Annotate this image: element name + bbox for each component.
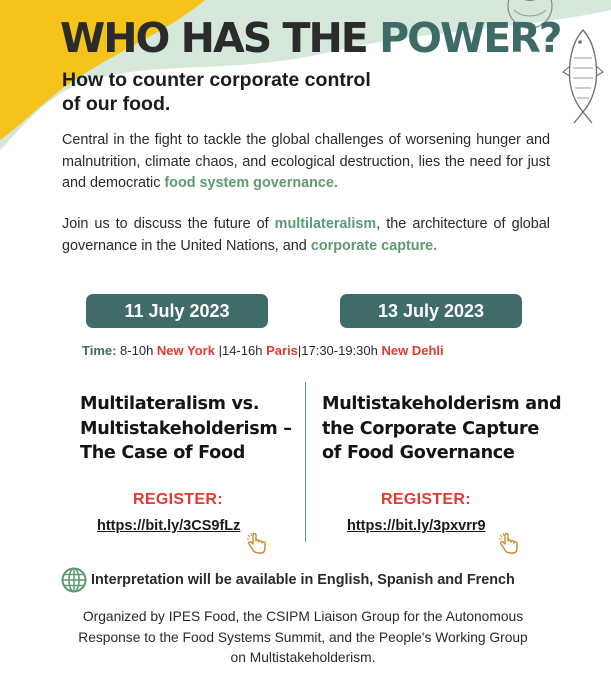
city-paris: Paris xyxy=(266,343,298,358)
subtitle-line-1: How to counter corporate control xyxy=(62,69,371,91)
time-slot-1: 8-10h xyxy=(116,343,157,358)
highlight-corporate-capture: corporate capture. xyxy=(310,237,438,254)
title-part-power: POWER? xyxy=(379,14,561,62)
intro-p1-text: Central in the fight to tackle the global challenges of worsening hunger and malnutrition, climate chaos, and ecological destruction, lies the need for just and democratic xyxy=(62,132,550,191)
intro-p2-text-1: Join us to discuss the future of xyxy=(62,216,275,232)
globe-icon xyxy=(61,567,87,593)
pointing-hand-icon xyxy=(498,533,520,555)
highlight-food-system-governance: food system governance. xyxy=(164,175,338,191)
session-2-register-label: REGISTER: xyxy=(381,491,471,508)
date-badge-session-1: 11 July 2023 xyxy=(86,294,268,328)
session-1-title: Multilateralism vs. Multistakeholderism – The Case of Food xyxy=(80,394,292,463)
session-1-register-label: REGISTER: xyxy=(133,491,223,508)
intro-paragraph-1 xyxy=(62,130,550,195)
session-2-register-link[interactable]: https://bit.ly/3pxvrr9 xyxy=(347,518,486,534)
session-divider xyxy=(305,382,306,542)
city-new-york: New York xyxy=(156,343,215,358)
organizers-statement: Organized by IPES Food, the CSIPM Liaison Group for the Autonomous Response to the Food Systems Summit, and the People's Working Group on Multistakeholderism. xyxy=(78,609,528,665)
session-2-title: Multistakeholderism and the Corporate Capture of Food Governance xyxy=(322,394,562,463)
subtitle-line-2: of our food. xyxy=(62,93,171,115)
page-subtitle xyxy=(62,68,482,116)
time-label: Time: xyxy=(82,343,117,358)
time-schedule xyxy=(82,343,444,358)
time-slot-3: |17:30-19:30h xyxy=(297,343,382,358)
page-title xyxy=(60,6,561,70)
interpretation-notice: Interpretation will be available in English, Spanish and French xyxy=(91,572,515,588)
intro-p2-text-2: , the architecture of global governance in the United Nations, and xyxy=(62,216,550,254)
title-part-who-has-the: WHO HAS THE xyxy=(60,14,380,62)
fish-illustration xyxy=(560,28,606,124)
highlight-multilateralism: multilateralism xyxy=(274,216,377,232)
city-new-dehli: New Dehli xyxy=(381,343,444,358)
session-1-register-link[interactable]: https://bit.ly/3CS9fLz xyxy=(97,518,241,534)
date-badge-session-2: 13 July 2023 xyxy=(340,294,522,328)
intro-paragraph-2 xyxy=(62,214,550,257)
time-slot-2: |14-16h xyxy=(214,343,267,358)
pointing-hand-icon xyxy=(246,533,268,555)
